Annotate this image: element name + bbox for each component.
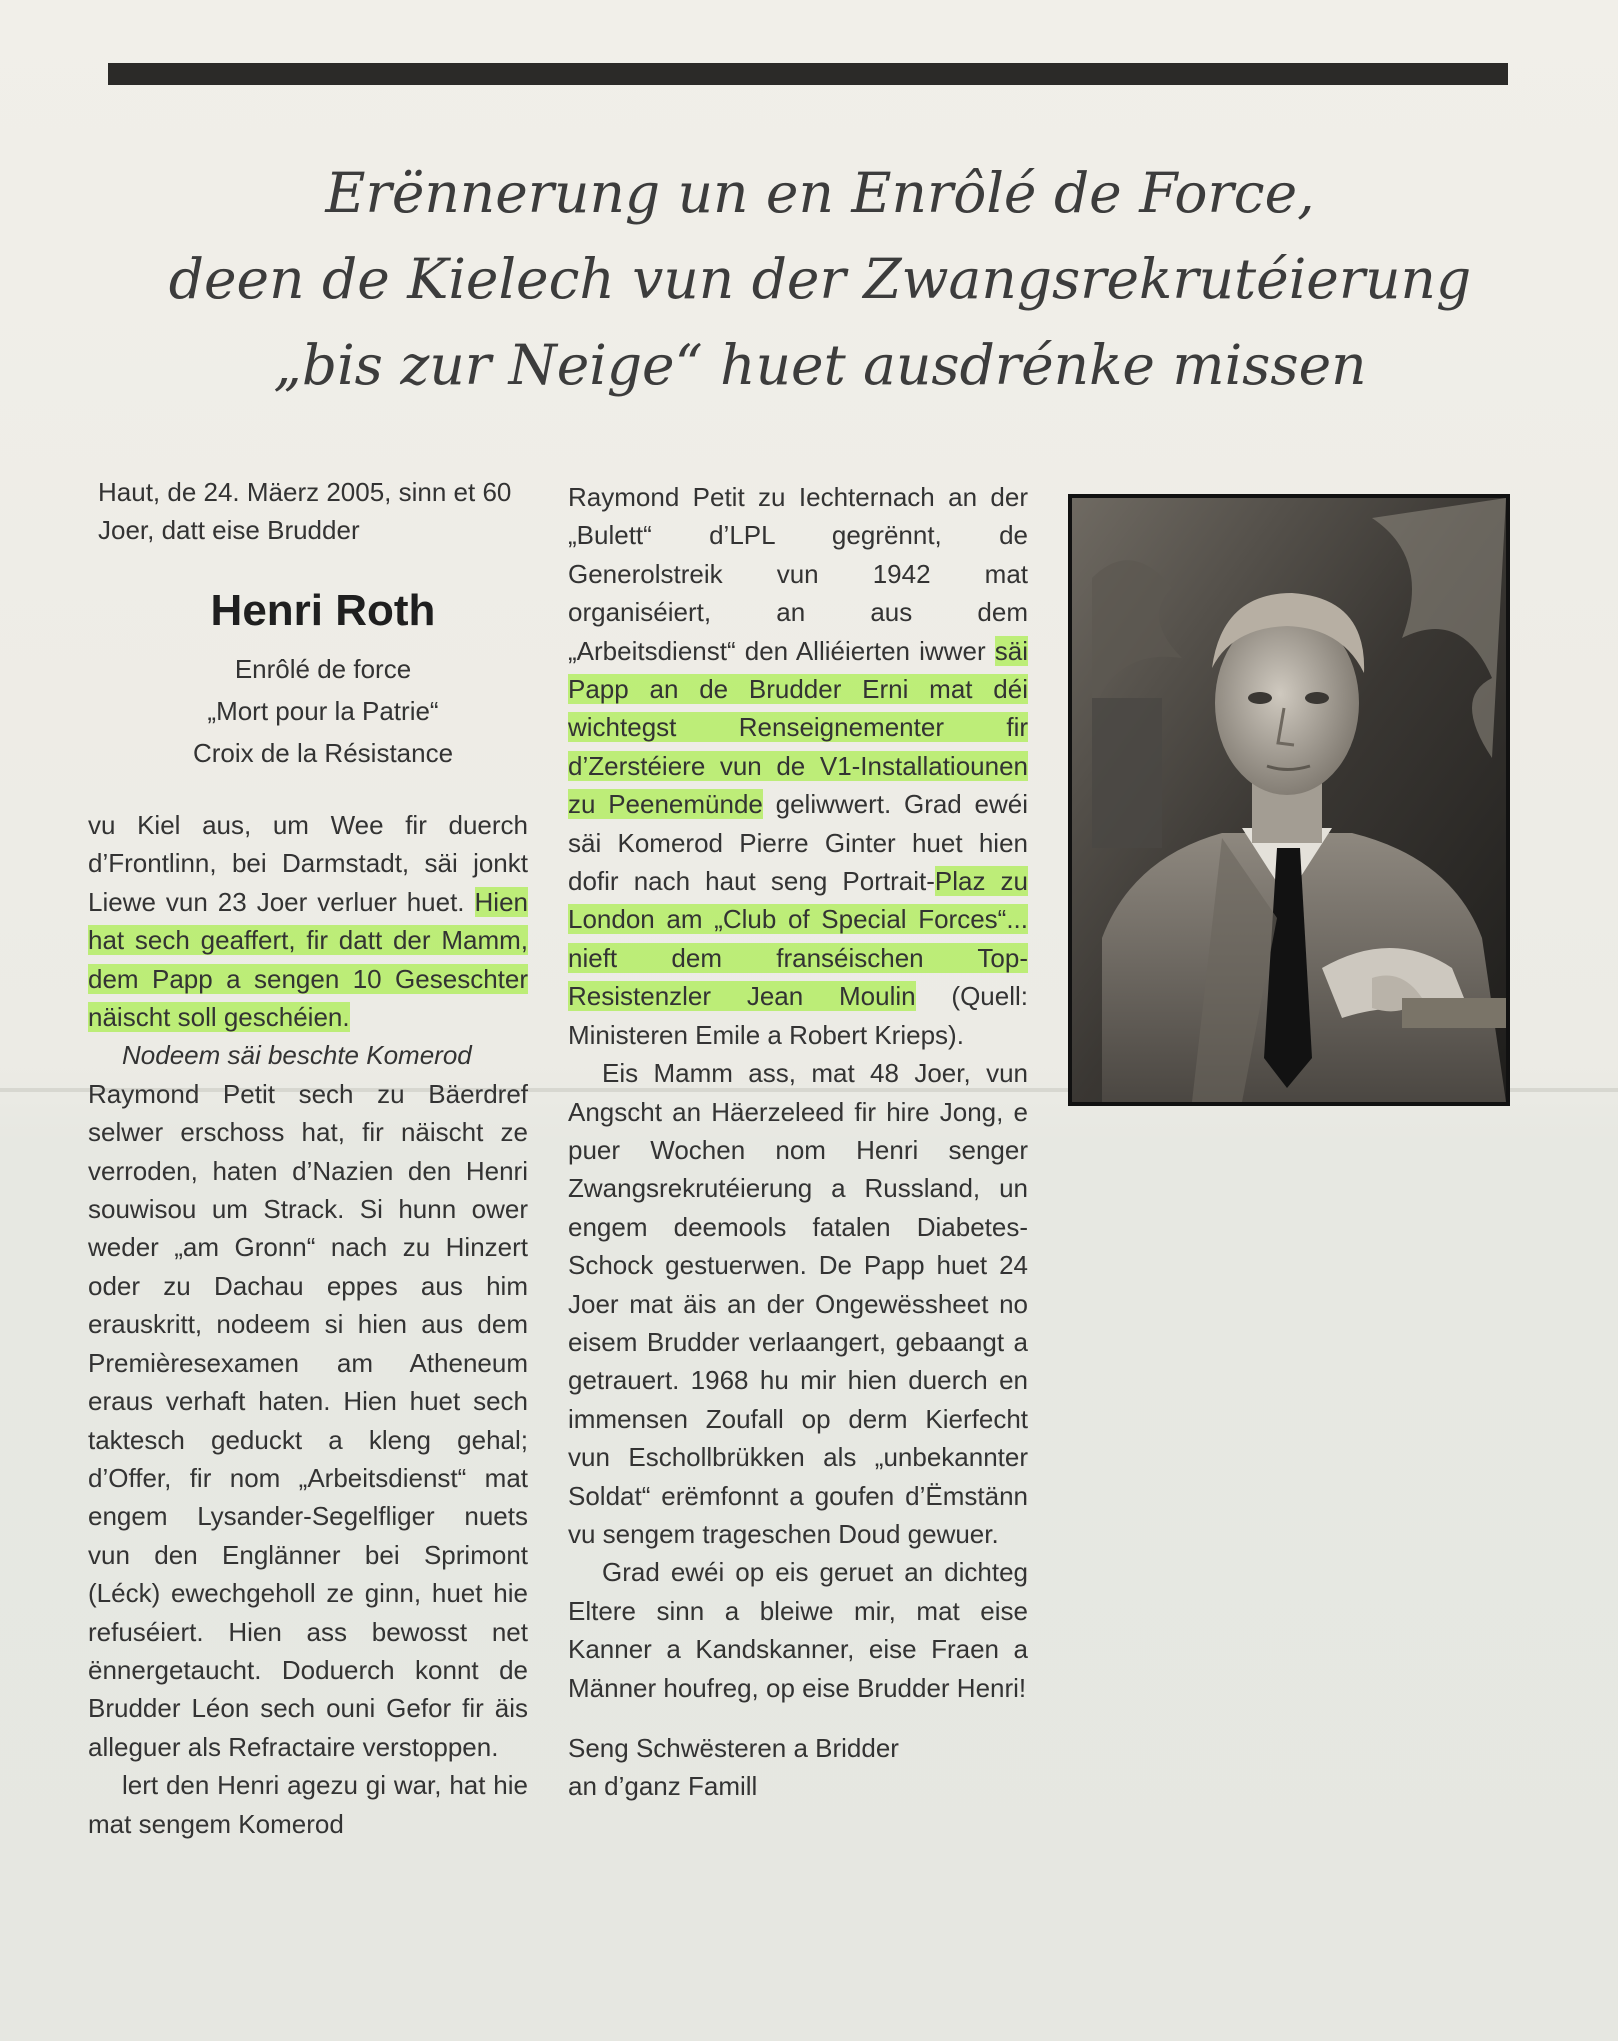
person-name: Henri Roth bbox=[210, 586, 436, 635]
person-title-1: Enrôlé de force bbox=[234, 654, 412, 684]
portrait-photo bbox=[1068, 494, 1510, 1106]
signature-line-1: Seng Schwësteren a Bridder bbox=[568, 1733, 899, 1763]
signature bbox=[568, 1729, 1028, 1806]
column-right bbox=[568, 478, 1028, 1806]
header-rule bbox=[108, 63, 1508, 85]
column-left-paragraph-1: vu Kiel aus, um Wee fir duerch d’Frontlinn, bei Darmstadt, säi jonkt Liewe vun 23 Joer verluer huet. Hien hat sech geaffert, fir datt der Mamm, dem Papp a sengen 10 Geseschter näischt soll geschéien. bbox=[88, 810, 528, 1033]
portrait-image bbox=[1072, 498, 1506, 1102]
column-right-paragraph-1: Raymond Petit zu Iechternach an der „Bulett“ d’LPL gegrënnt, de Generolstreik vun 1942 mat organiséiert, an aus dem „Arbeitsdienst“ den Alliéierten iwwer säi Papp an de Brudder Erni mat déi wichtegst Renseignementer fir d’Zerstéiere vun de V1-Installatiounen zu Peenemünde geliwwert. Grad ewéi säi Komerod Pierre Ginter huet hien dofir nach haut seng Portrait-Plaz zu London am „Club of Special Forces“... nieft dem franséischen Top-Resistenzler Jean Moulin (Quell: Ministeren Emile a Robert Krieps). bbox=[568, 482, 1029, 1050]
highlighted-text: Plaz zu London am „Club of Special Forces“... nieft dem franséischen Top-Resistenzler Jean Moulin bbox=[568, 866, 1029, 1012]
column-right-paragraph-3: Grad ewéi op eis geruet an dichteg Eltere sinn a bleiwe mir, mat eise Kanner a Kandskanner, eise Fraen a Männer houfreg, op eise Brudder Henri! bbox=[568, 1557, 1028, 1703]
person-title-2: „Mort pour la Patrie“ bbox=[207, 696, 439, 726]
headline-line-2: deen de Kielech vun der Zwangsrekrutéierung bbox=[168, 247, 1472, 311]
highlighted-text: säi Papp an de Brudder Erni mat déi wichtegst Renseignementer fir d’Zerstéiere vun de V1-Installatiounen zu Peenemünde bbox=[568, 635, 1028, 820]
headline-line-3: „bis zur Neige“ huet ausdrénke missen bbox=[273, 333, 1367, 397]
signature-line-2: an d’ganz Famill bbox=[568, 1771, 758, 1802]
column-left bbox=[88, 806, 528, 1843]
column-right-paragraph-2: Eis Mamm ass, mat 48 Joer, vun Angscht an Häerzeleed fir hire Jong, e puer Wochen nom Henri senger Zwangsrekrutéierung a Russland, un engem deemools fatalen Diabetes-Schock gestuerwen. De Papp huet 24 Joer mat äis an der Ongewëssheet no eisem Brudder verlaangert, gebaangt a getrauert. 1968 hu mir hien duerch en immensen Zoufall op derm Kierfecht vun Eschollbrükken als „unbekannter Soldat“ erëmfonnt a goufen d’Ëmstänn vu sengem trageschen Doud gewuer. bbox=[568, 1058, 1028, 1549]
headline bbox=[120, 150, 1520, 408]
column-left-paragraph-2: Nodeem säi beschte Komerod Raymond Petit sech zu Bäerdref selwer erschoss hat, fir näischt ze verroden, haten d’Nazien den Henri souwisou um Strack. Si hunn ower weder „am Gronn“ nach zu Hinzert oder zu Dachau eppes aus him erauskritt, nodeem si hien aus dem Premièresexamen am Atheneum eraus verhaft haten. Hien huet sech taktesch geduckt a kleng gehal; d’Offer, fir nom „Arbeitsdienst“ mat engem Lysander-Segelfliger nuets vun den Englänner bei Sprimont (Léck) ewechgeholl ze ginn, huet hie refuséiert. Hien ass bewosst net ënnergetaucht. Doduerch konnt de Brudder Léon sech ouni Gefor fir äis alleguer als Refractaire verstoppen. bbox=[88, 1040, 528, 1762]
highlighted-text: Hien hat sech geaffert, fir datt der Mamm, dem Papp a sengen 10 Geseschter näischt soll geschéien. bbox=[88, 886, 528, 1033]
column-left-paragraph-3: lert den Henri agezu gi war, hat hie mat sengem Komerod bbox=[88, 1770, 528, 1839]
headline-line-1: Erënnerung un en Enrôlé de Force, bbox=[325, 161, 1315, 225]
person-titles bbox=[98, 648, 548, 774]
person-title-3: Croix de la Résistance bbox=[192, 738, 454, 768]
intro-text: Haut, de 24. Mäerz 2005, sinn et 60 Joer, datt eise Brudder bbox=[98, 477, 512, 546]
